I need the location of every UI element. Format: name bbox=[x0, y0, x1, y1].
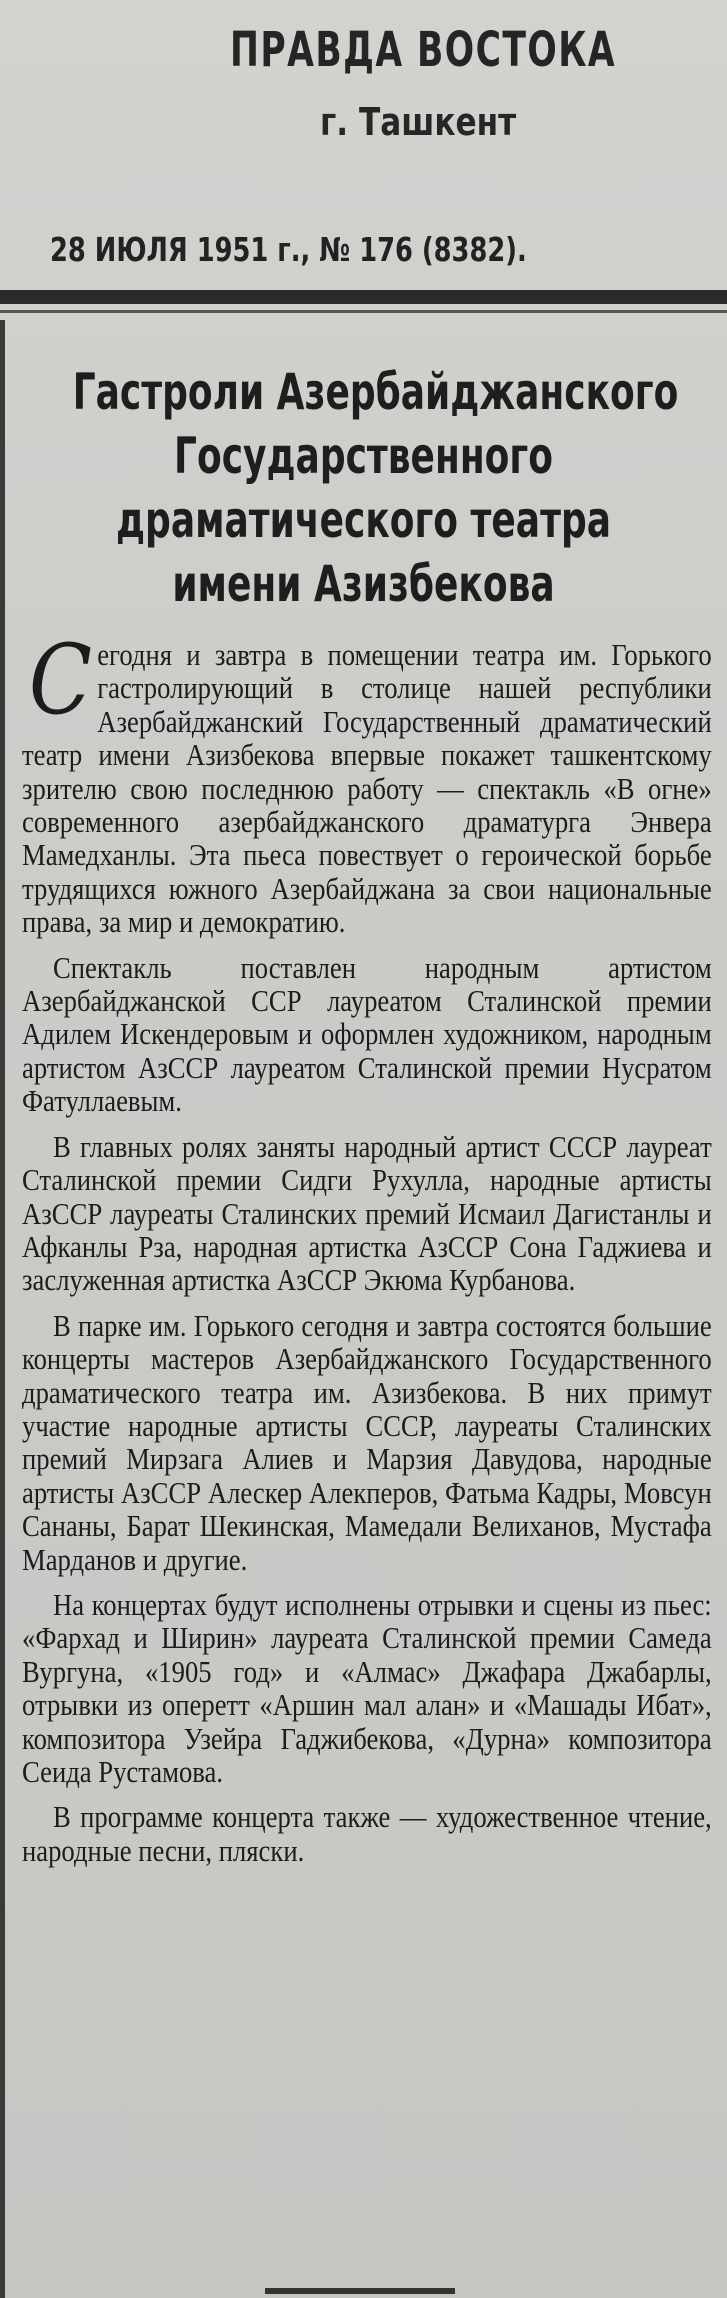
headline-line: Государственного bbox=[174, 427, 553, 485]
article-paragraph: В парке им. Горького сегодня и завтра состоятся большие концерты мастеров Азербайджанского Государственного драматического театра им. Азизбекова. В них примут участие народные артисты СССР, лауреаты Сталинских премий Мирзага Алиев и Марзия Давудова, народные артисты АзССР Алескер Алекперов, Фатьма Кадры, Мовсун Сананы, Барат Шекинская, Мамедали Велиханов, Мустафа Марданов и другие. bbox=[22, 1307, 712, 1577]
header-rule-thin bbox=[0, 310, 727, 313]
newspaper-title: ПРАВДА ВОСТОКА bbox=[230, 22, 617, 78]
newspaper-city: г. Ташкент bbox=[320, 100, 517, 144]
paragraph-text: егодня и завтра в помещении театра им. Горького гастролирующий в столице нашей республики Азербайджанский Государственный драматический театр имени Азизбекова впервые покажет ташкентскому зрителю свою последнюю работу — спектакль «В огне» современного азербайджанского драматурга Энвера Мамедханлы. Эта пьеса повествует о героической борьбе трудящихся южного Азербайджана за свои национальные права, за мир и демократию. bbox=[22, 637, 712, 940]
issue-dateline: 28 ИЮЛЯ 1951 г., № 176 (8382). bbox=[50, 230, 527, 269]
header-rule bbox=[0, 290, 727, 304]
article-paragraph: На концертах будут исполнены отрывки и сцены из пьес: «Фархад и Ширин» лауреата Сталинской премии Самеда Вургуна, «1905 год» и «Алмас» Джафара Джабарлы, отрывки из оперетт «Аршин мал алан» и «Машады Ибат», композитора Узейра Гаджибекова, «Дурна» композитора Сеида Рустамова. bbox=[22, 1586, 712, 1789]
headline-line: имени Азизбекова bbox=[172, 555, 555, 613]
masthead bbox=[230, 20, 650, 144]
article-body bbox=[22, 624, 712, 1879]
article-paragraph: Спектакль поставлен народным артистом Азербайджанской ССР лауреатом Сталинской премии Адилем Искендеровым и оформлен художником, народным артистом АзССР лауреатом Сталинской премии Нусратом Фатуллаевым. bbox=[22, 949, 712, 1119]
drop-cap: С bbox=[28, 624, 93, 736]
article-paragraph: В программе концерта также — художественное чтение, народные песни, пляски. bbox=[22, 1799, 712, 1868]
article-paragraph bbox=[22, 624, 712, 940]
headline-line: драматического театра bbox=[115, 491, 611, 549]
article-paragraph: В главных ролях заняты народный артист СССР лауреат Сталинской премии Сидги Рухулла, народные артисты АзССР лауреаты Сталинских премий Исмаил Дагистанлы и Афканлы Рза, народная артистка АзССР Сона Гаджиева и заслуженная артистка АзССР Экюма Курбанова. bbox=[22, 1128, 712, 1298]
column-edge-rule bbox=[0, 320, 5, 2298]
bottom-rule bbox=[265, 2288, 455, 2294]
headline-line: Гастроли Азербайджанского bbox=[72, 363, 679, 421]
article-headline bbox=[0, 360, 727, 616]
